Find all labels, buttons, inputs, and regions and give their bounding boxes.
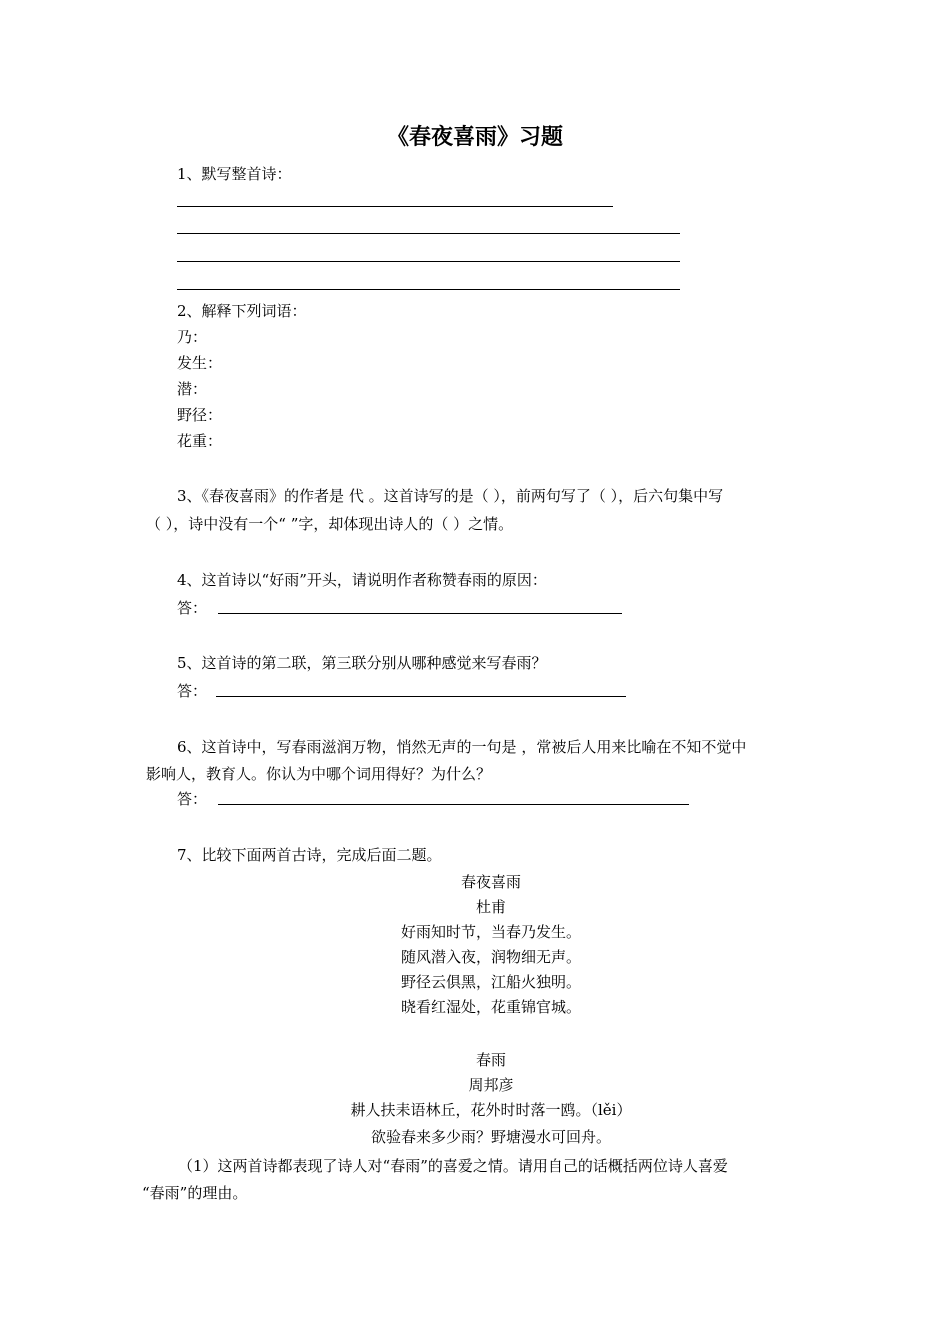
- poem-1-title: 春夜喜雨: [460, 873, 521, 891]
- question-7: 7、比较下面两首古诗，完成后面二题。: [177, 846, 442, 864]
- term-item: 发生：: [177, 354, 223, 372]
- poem-1-line: 野径云俱黑，江船火独明。: [400, 973, 581, 991]
- question-6-line-2: 影响人，教育人。你认为中哪个词用得好？为什么？: [146, 765, 492, 783]
- poem-2-line: 欲验春来多少雨？野塘漫水可回舟。: [370, 1128, 611, 1146]
- document-title: 《春夜喜雨》习题: [386, 124, 563, 150]
- poem-2-title: 春雨: [475, 1051, 506, 1069]
- sub-question-1-line-2: “春雨”的理由。: [142, 1184, 248, 1202]
- answer-label: 答：: [177, 682, 208, 700]
- question-1: 1、默写整首诗：: [177, 165, 292, 183]
- answer-line: [216, 696, 626, 697]
- question-6-line-1: 6、这首诗中，写春雨滋润万物，悄然无声的一句是 ，常被后人用来比喻在不知不觉中: [177, 738, 747, 756]
- term-item: 潜：: [177, 380, 208, 398]
- poem-1-line: 好雨知时节，当春乃发生。: [400, 923, 581, 941]
- answer-line: [177, 261, 680, 262]
- sub-question-1-line-1: （1）这两首诗都表现了诗人对“春雨”的喜爱之情。请用自己的话概括两位诗人喜爱: [178, 1157, 728, 1175]
- poem-1-line: 随风潜入夜，润物细无声。: [400, 948, 581, 966]
- question-4: 4、这首诗以“好雨”开头，请说明作者称赞春雨的原因：: [177, 571, 547, 589]
- poem-1-line: 晓看红湿处，花重锦官城。: [400, 998, 581, 1016]
- answer-line: [177, 206, 613, 207]
- term-item: 花重：: [177, 432, 223, 450]
- term-item: 乃：: [177, 328, 208, 346]
- poem-2-author: 周邦彦: [468, 1076, 514, 1094]
- question-3-line-1: 3、《春夜喜雨》的作者是 代 。这首诗写的是（ ），前两句写了（ ），后六句集中写: [177, 487, 724, 505]
- term-item: 野径：: [177, 406, 223, 424]
- answer-line: [177, 233, 680, 234]
- answer-line: [177, 289, 680, 290]
- question-5: 5、这首诗的第二联，第三联分别从哪种感觉来写春雨？: [177, 654, 547, 672]
- poem-2-line: 耕人扶耒语林丘，花外时时落一鸥。（lěi）: [350, 1101, 632, 1119]
- answer-label: 答：: [177, 790, 208, 808]
- poem-1-author: 杜甫: [475, 898, 506, 916]
- answer-line: [218, 804, 689, 805]
- question-2: 2、解释下列词语：: [177, 302, 307, 320]
- answer-label: 答：: [177, 599, 208, 617]
- answer-line: [218, 613, 622, 614]
- question-3-line-2: （ ），诗中没有一个“ ”字，却体现出诗人的（ ）之情。: [146, 515, 514, 533]
